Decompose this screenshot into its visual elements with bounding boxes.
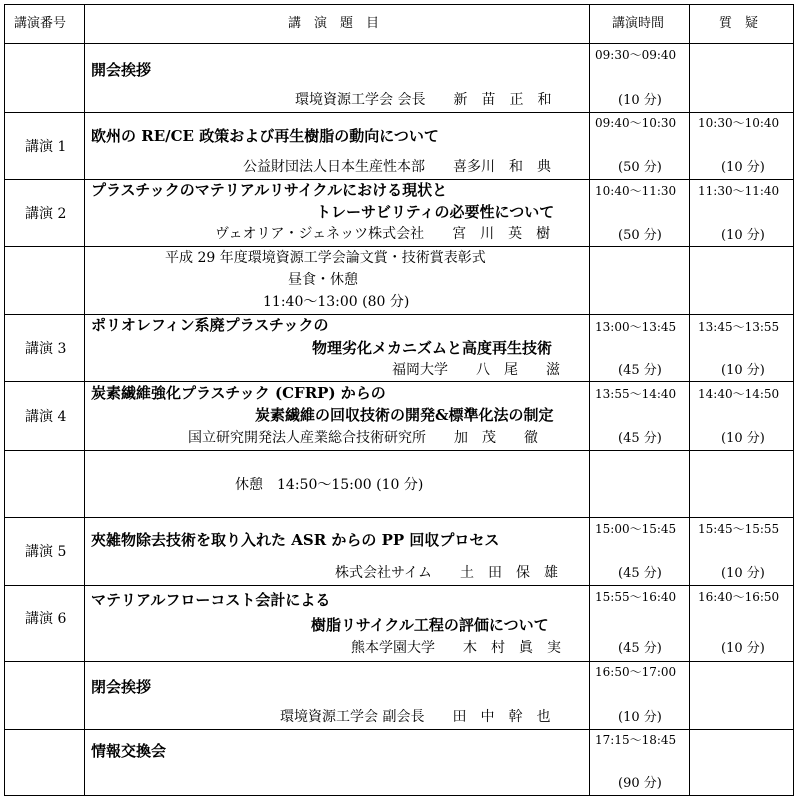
lecture-title-line1: 炭素繊維強化プラスチック (CFRP) からの <box>91 384 386 402</box>
row-divider <box>5 112 793 113</box>
header-title: 講 演 題 目 <box>288 16 380 31</box>
lecture-number: 講演 1 <box>25 139 67 155</box>
lecture-title-line2: 樹脂リサイクル工程の評価について <box>311 616 549 634</box>
lecture-title-line1: マテリアルフローコスト会計による <box>91 591 331 609</box>
lecture-duration: (45 分) <box>618 566 662 581</box>
qa-time: 15:45～15:55 <box>698 522 780 536</box>
session-title: 閉会挨拶 <box>91 678 152 696</box>
lecture-duration: (50 分) <box>618 228 662 243</box>
presenter: 福岡大学 八 尾 滋 <box>392 362 560 378</box>
lecture-duration: (50 分) <box>618 160 662 175</box>
lecture-title: 欧州の RE/CE 政策および再生樹脂の動向について <box>91 127 439 145</box>
lecture-title-line1: ポリオレフィン系廃プラスチックの <box>91 316 329 334</box>
presenter: 国立研究開発法人産業総合技術研究所 加 茂 徹 <box>188 430 538 446</box>
lunch-text: 昼食・休憩 <box>288 272 358 288</box>
lecture-time: 15:00～15:45 <box>595 522 677 536</box>
presenter: 公益財団法人日本生産性本部 喜多川 和 典 <box>243 159 551 175</box>
row-divider <box>5 517 793 518</box>
qa-time: 16:40～16:50 <box>698 590 780 604</box>
qa-time: 13:45～13:55 <box>698 320 780 334</box>
lunch-time-text: 11:40～13:00 (80 分) <box>263 294 410 310</box>
qa-time: 11:30～11:40 <box>698 184 780 198</box>
lecture-title-line2: 炭素繊維の回収技術の開発&標準化法の制定 <box>255 406 554 424</box>
qa-duration: (10 分) <box>721 641 765 656</box>
lecture-number: 講演 6 <box>25 611 67 627</box>
session-time: 17:15～18:45 <box>595 733 677 747</box>
lecture-time: 13:55～14:40 <box>595 387 677 401</box>
presenter: 株式会社サイム 土 田 保 雄 <box>335 565 559 581</box>
presenter: 環境資源工学会 副会長 田 中 幹 也 <box>280 709 551 725</box>
qa-time: 14:40～14:50 <box>698 387 780 401</box>
row-divider <box>5 314 793 315</box>
session-duration: (10 分) <box>618 710 662 725</box>
presenter: 環境資源工学会 会長 新 苗 正 和 <box>295 92 552 108</box>
presenter: 熊本学園大学 木 村 眞 実 <box>351 640 561 656</box>
lecture-number: 講演 5 <box>25 544 67 560</box>
session-title: 情報交換会 <box>91 742 167 760</box>
session-title: 開会挨拶 <box>91 61 152 79</box>
lecture-duration: (45 分) <box>618 431 662 446</box>
column-divider <box>84 5 85 795</box>
lecture-duration: (45 分) <box>618 363 662 378</box>
qa-time: 10:30～10:40 <box>698 116 780 130</box>
header-time: 講演時間 <box>612 16 665 31</box>
session-time: 16:50～17:00 <box>595 665 677 679</box>
lecture-title-line2: トレーサビリティの必要性について <box>316 203 555 221</box>
row-divider <box>5 661 793 662</box>
presenter: ヴェオリア・ジェネッツ株式会社 宮 川 英 樹 <box>215 226 551 242</box>
qa-duration: (10 分) <box>721 363 765 378</box>
lecture-number: 講演 4 <box>25 409 67 425</box>
row-divider <box>5 450 793 451</box>
row-divider <box>5 43 793 44</box>
award-ceremony-text: 平成 29 年度環境資源工学会論文賞・技術賞表彰式 <box>165 250 486 266</box>
header-qa: 質 疑 <box>719 16 759 31</box>
session-time: 09:30～09:40 <box>595 48 677 62</box>
column-divider <box>689 5 690 795</box>
lecture-time: 09:40～10:30 <box>595 116 677 130</box>
row-divider <box>5 246 793 247</box>
session-duration: (90 分) <box>618 776 662 791</box>
lecture-time: 10:40～11:30 <box>595 184 677 198</box>
session-duration: (10 分) <box>618 93 662 108</box>
row-divider <box>5 585 793 586</box>
lecture-title-line1: プラスチックのマテリアルリサイクルにおける現状と <box>91 181 448 199</box>
row-divider <box>5 381 793 382</box>
column-divider <box>589 5 590 795</box>
row-divider <box>5 729 793 730</box>
lecture-duration: (45 分) <box>618 641 662 656</box>
qa-duration: (10 分) <box>721 228 765 243</box>
lecture-number: 講演 2 <box>25 206 67 222</box>
lecture-number: 講演 3 <box>25 341 67 357</box>
qa-duration: (10 分) <box>721 566 765 581</box>
qa-duration: (10 分) <box>721 431 765 446</box>
program-table <box>4 4 794 796</box>
header-number: 講演番号 <box>14 16 67 31</box>
lecture-title-line2: 物理劣化メカニズムと高度再生技術 <box>312 339 553 357</box>
row-divider <box>5 179 793 180</box>
qa-duration: (10 分) <box>721 160 765 175</box>
break-text: 休憩 14:50～15:00 (10 分) <box>235 477 424 493</box>
lecture-time: 15:55～16:40 <box>595 590 677 604</box>
lecture-time: 13:00～13:45 <box>595 320 677 334</box>
lecture-title: 夾雑物除去技術を取り入れた ASR からの PP 回収プロセス <box>91 531 500 549</box>
